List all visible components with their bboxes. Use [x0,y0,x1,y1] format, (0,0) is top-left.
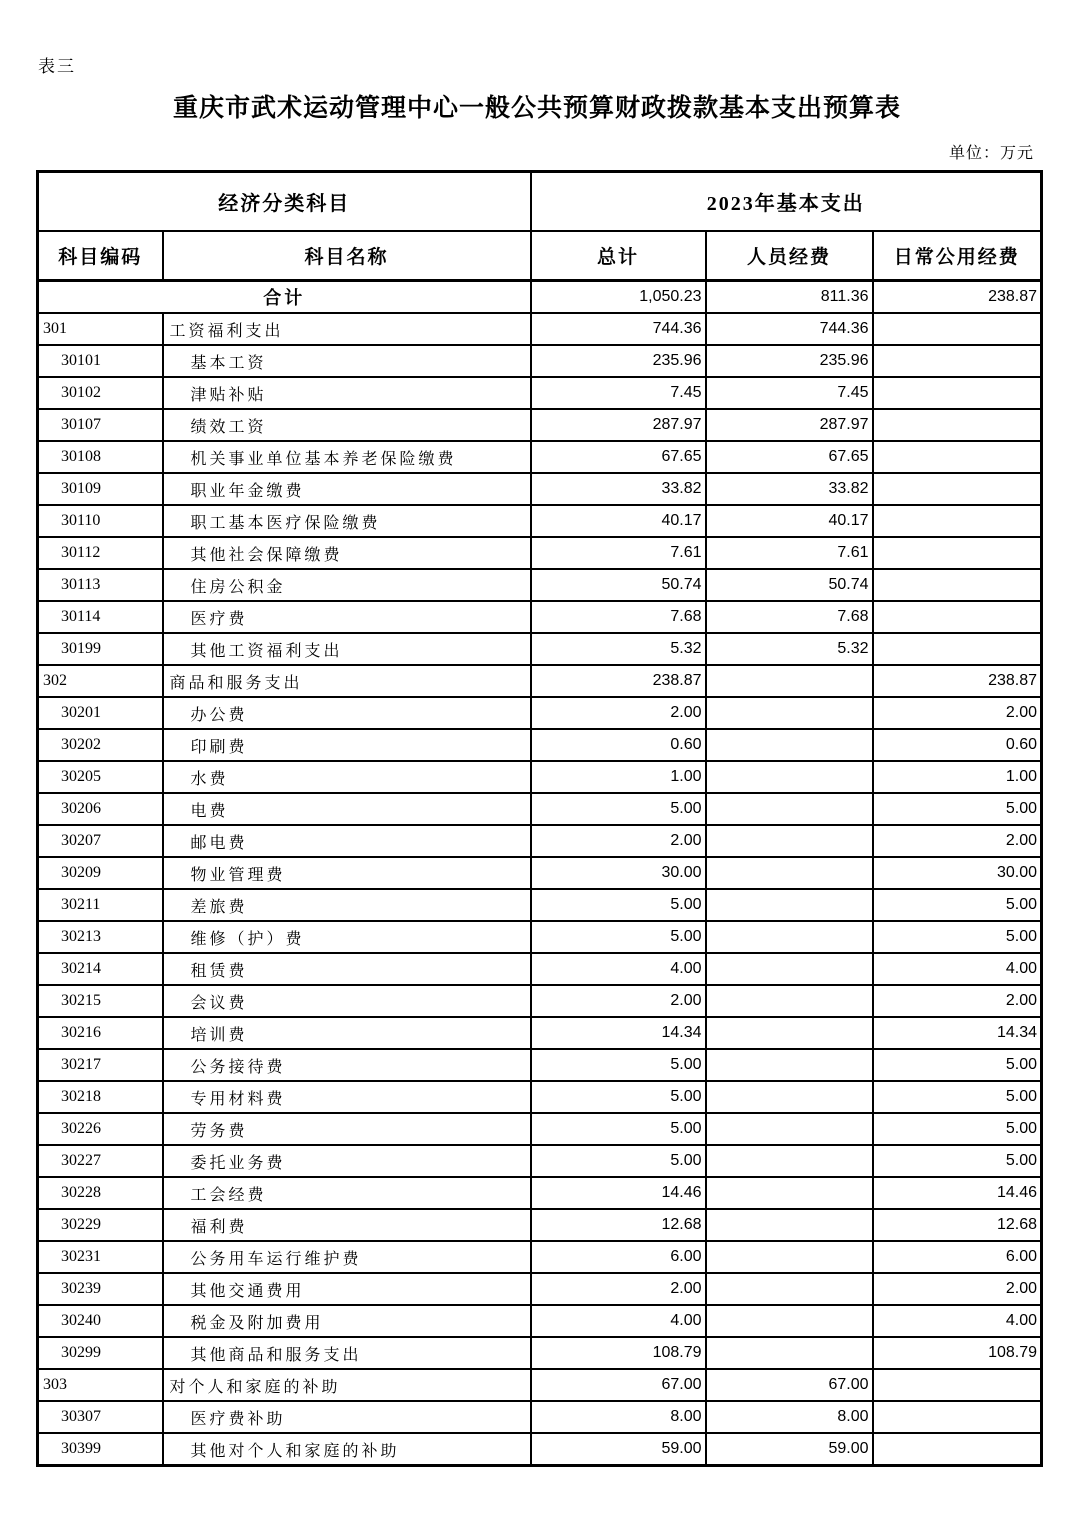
header-2023-basic-expenditure: 2023年基本支出 [531,172,1042,232]
table-row [38,505,1042,537]
table-row [38,409,1042,441]
subject-name-cell: 公务接待费 [163,1049,531,1081]
subject-name-cell: 工资福利支出 [163,313,531,345]
subject-code-cell: 30211 [38,889,163,921]
total-row-total: 1,050.23 [531,281,706,314]
subject-code-cell: 30114 [38,601,163,633]
daily-cell [873,1369,1042,1401]
table-row [38,1369,1042,1401]
table-row [38,1049,1042,1081]
total-cell: 12.68 [531,1209,706,1241]
daily-cell: 5.00 [873,1113,1042,1145]
subject-name-cell: 办公费 [163,697,531,729]
daily-cell: 12.68 [873,1209,1042,1241]
table-row [38,889,1042,921]
daily-cell: 0.60 [873,729,1042,761]
personnel-cell: 50.74 [706,569,873,601]
personnel-cell: 287.97 [706,409,873,441]
daily-cell: 5.00 [873,1081,1042,1113]
subject-name-cell: 津贴补贴 [163,377,531,409]
table-number-label: 表三 [38,57,76,76]
daily-cell: 4.00 [873,953,1042,985]
daily-cell: 2.00 [873,697,1042,729]
total-cell: 5.00 [531,889,706,921]
daily-cell [873,313,1042,345]
total-cell: 30.00 [531,857,706,889]
unit-note: 单位：万元 [948,145,1034,162]
total-cell: 7.61 [531,537,706,569]
personnel-cell [706,1337,873,1369]
total-cell: 5.00 [531,921,706,953]
daily-cell [873,505,1042,537]
personnel-cell [706,697,873,729]
table-row [38,1433,1042,1466]
subject-name-cell: 邮电费 [163,825,531,857]
header-column-row [38,231,1042,281]
total-cell: 50.74 [531,569,706,601]
total-cell: 108.79 [531,1337,706,1369]
subject-code-cell: 30214 [38,953,163,985]
total-cell: 2.00 [531,985,706,1017]
daily-cell [873,377,1042,409]
table-row [38,313,1042,345]
header-economic-classification: 经济分类科目 [38,172,531,232]
subject-code-cell: 30307 [38,1401,163,1433]
subject-name-cell: 机关事业单位基本养老保险缴费 [163,441,531,473]
table-row [38,921,1042,953]
daily-cell: 14.34 [873,1017,1042,1049]
personnel-cell: 40.17 [706,505,873,537]
subject-name-cell: 医疗费 [163,601,531,633]
table-row [38,761,1042,793]
total-cell: 5.00 [531,1113,706,1145]
subject-code-cell: 303 [38,1369,163,1401]
personnel-cell [706,921,873,953]
subject-name-cell: 商品和服务支出 [163,665,531,697]
subject-name-cell: 其他工资福利支出 [163,633,531,665]
col-header-subject-code: 科目编码 [38,231,163,281]
personnel-cell: 7.68 [706,601,873,633]
total-cell: 14.46 [531,1177,706,1209]
table-row [38,345,1042,377]
subject-name-cell: 差旅费 [163,889,531,921]
subject-name-cell: 培训费 [163,1017,531,1049]
subject-name-cell: 职业年金缴费 [163,473,531,505]
table-row [38,1401,1042,1433]
daily-cell: 5.00 [873,1145,1042,1177]
table-row [38,473,1042,505]
personnel-cell: 5.32 [706,633,873,665]
subject-code-cell: 30110 [38,505,163,537]
total-cell: 5.32 [531,633,706,665]
personnel-cell: 744.36 [706,313,873,345]
total-cell: 5.00 [531,793,706,825]
subject-name-cell: 对个人和家庭的补助 [163,1369,531,1401]
personnel-cell: 33.82 [706,473,873,505]
subject-code-cell: 30206 [38,793,163,825]
total-cell: 67.00 [531,1369,706,1401]
subject-name-cell: 其他社会保障缴费 [163,537,531,569]
personnel-cell [706,1017,873,1049]
subject-name-cell: 医疗费补助 [163,1401,531,1433]
total-cell: 7.45 [531,377,706,409]
personnel-cell [706,1305,873,1337]
subject-name-cell: 职工基本医疗保险缴费 [163,505,531,537]
personnel-cell: 7.61 [706,537,873,569]
subject-name-cell: 水费 [163,761,531,793]
total-cell: 235.96 [531,345,706,377]
daily-cell: 4.00 [873,1305,1042,1337]
daily-cell [873,409,1042,441]
total-cell: 744.36 [531,313,706,345]
daily-cell: 5.00 [873,889,1042,921]
daily-cell: 14.46 [873,1177,1042,1209]
total-cell: 33.82 [531,473,706,505]
personnel-cell [706,793,873,825]
subject-name-cell: 其他交通费用 [163,1273,531,1305]
table-row [38,1081,1042,1113]
subject-name-cell: 维修（护）费 [163,921,531,953]
subject-code-cell: 30299 [38,1337,163,1369]
subject-name-cell: 税金及附加费用 [163,1305,531,1337]
daily-cell: 2.00 [873,825,1042,857]
subject-name-cell: 电费 [163,793,531,825]
subject-code-cell: 30102 [38,377,163,409]
daily-cell: 5.00 [873,793,1042,825]
subject-code-cell: 30207 [38,825,163,857]
personnel-cell: 235.96 [706,345,873,377]
subject-code-cell: 30239 [38,1273,163,1305]
daily-cell [873,1433,1042,1466]
subject-code-cell: 30108 [38,441,163,473]
personnel-cell [706,985,873,1017]
personnel-cell [706,1241,873,1273]
total-cell: 8.00 [531,1401,706,1433]
total-cell: 0.60 [531,729,706,761]
personnel-cell: 8.00 [706,1401,873,1433]
total-cell: 40.17 [531,505,706,537]
table-row [38,1209,1042,1241]
subject-name-cell: 劳务费 [163,1113,531,1145]
total-cell: 4.00 [531,953,706,985]
total-cell: 5.00 [531,1145,706,1177]
subject-name-cell: 物业管理费 [163,857,531,889]
daily-cell: 1.00 [873,761,1042,793]
table-row [38,825,1042,857]
table-row [38,633,1042,665]
table-row [38,601,1042,633]
col-header-total: 总计 [531,231,706,281]
total-cell: 2.00 [531,1273,706,1305]
personnel-cell: 67.65 [706,441,873,473]
personnel-cell: 67.00 [706,1369,873,1401]
daily-cell [873,633,1042,665]
personnel-cell [706,665,873,697]
personnel-cell [706,857,873,889]
total-cell: 238.87 [531,665,706,697]
total-cell: 1.00 [531,761,706,793]
daily-cell [873,1401,1042,1433]
subject-name-cell: 住房公积金 [163,569,531,601]
subject-name-cell: 专用材料费 [163,1081,531,1113]
total-row [38,281,1042,314]
personnel-cell [706,825,873,857]
subject-name-cell: 基本工资 [163,345,531,377]
subject-code-cell: 30199 [38,633,163,665]
daily-cell: 5.00 [873,921,1042,953]
col-header-subject-name: 科目名称 [163,231,531,281]
subject-code-cell: 30216 [38,1017,163,1049]
daily-cell [873,569,1042,601]
subject-code-cell: 30399 [38,1433,163,1466]
subject-name-cell: 福利费 [163,1209,531,1241]
daily-cell: 238.87 [873,665,1042,697]
subject-code-cell: 30205 [38,761,163,793]
personnel-cell [706,1145,873,1177]
personnel-cell [706,1113,873,1145]
subject-code-cell: 30112 [38,537,163,569]
subject-code-cell: 30217 [38,1049,163,1081]
subject-name-cell: 委托业务费 [163,1145,531,1177]
subject-name-cell: 绩效工资 [163,409,531,441]
header-group-row [38,172,1042,232]
subject-code-cell: 30101 [38,345,163,377]
personnel-cell: 7.45 [706,377,873,409]
subject-code-cell: 30218 [38,1081,163,1113]
daily-cell: 2.00 [873,1273,1042,1305]
table-row [38,985,1042,1017]
daily-cell: 30.00 [873,857,1042,889]
total-row-personnel: 811.36 [706,281,873,314]
table-row [38,793,1042,825]
total-row-label: 合计 [38,281,531,314]
daily-cell: 5.00 [873,1049,1042,1081]
table-row [38,729,1042,761]
personnel-cell [706,761,873,793]
table-row [38,1145,1042,1177]
subject-name-cell: 工会经费 [163,1177,531,1209]
subject-code-cell: 30231 [38,1241,163,1273]
col-header-daily-public-funds: 日常公用经费 [873,231,1042,281]
personnel-cell: 59.00 [706,1433,873,1466]
subject-name-cell: 其他商品和服务支出 [163,1337,531,1369]
table-row [38,1241,1042,1273]
table-row [38,569,1042,601]
budget-table [36,170,1043,1467]
personnel-cell [706,1177,873,1209]
subject-name-cell: 公务用车运行维护费 [163,1241,531,1273]
table-row [38,665,1042,697]
personnel-cell [706,889,873,921]
daily-cell [873,601,1042,633]
daily-cell: 108.79 [873,1337,1042,1369]
subject-code-cell: 30209 [38,857,163,889]
table-row [38,1177,1042,1209]
subject-code-cell: 30215 [38,985,163,1017]
total-cell: 6.00 [531,1241,706,1273]
daily-cell: 6.00 [873,1241,1042,1273]
subject-name-cell: 印刷费 [163,729,531,761]
subject-code-cell: 301 [38,313,163,345]
subject-code-cell: 302 [38,665,163,697]
subject-name-cell: 会议费 [163,985,531,1017]
personnel-cell [706,1049,873,1081]
total-cell: 4.00 [531,1305,706,1337]
total-cell: 67.65 [531,441,706,473]
subject-name-cell: 其他对个人和家庭的补助 [163,1433,531,1466]
total-cell: 2.00 [531,697,706,729]
total-row-daily: 238.87 [873,281,1042,314]
personnel-cell [706,1209,873,1241]
table-row [38,953,1042,985]
total-cell: 14.34 [531,1017,706,1049]
subject-code-cell: 30226 [38,1113,163,1145]
total-cell: 287.97 [531,409,706,441]
subject-code-cell: 30213 [38,921,163,953]
table-row [38,857,1042,889]
table-row [38,1017,1042,1049]
personnel-cell [706,953,873,985]
subject-code-cell: 30201 [38,697,163,729]
total-cell: 5.00 [531,1049,706,1081]
table-row [38,1273,1042,1305]
table-row [38,1337,1042,1369]
daily-cell: 2.00 [873,985,1042,1017]
table-row [38,537,1042,569]
daily-cell [873,345,1042,377]
personnel-cell [706,1273,873,1305]
subject-code-cell: 30202 [38,729,163,761]
total-cell: 5.00 [531,1081,706,1113]
personnel-cell [706,1081,873,1113]
table-row [38,1113,1042,1145]
total-cell: 2.00 [531,825,706,857]
total-cell: 7.68 [531,601,706,633]
personnel-cell [706,729,873,761]
subject-code-cell: 30228 [38,1177,163,1209]
subject-code-cell: 30113 [38,569,163,601]
table-row [38,697,1042,729]
table-row [38,377,1042,409]
daily-cell [873,473,1042,505]
subject-code-cell: 30227 [38,1145,163,1177]
col-header-personnel-funds: 人员经费 [706,231,873,281]
daily-cell [873,537,1042,569]
table-row [38,1305,1042,1337]
subject-code-cell: 30229 [38,1209,163,1241]
subject-code-cell: 30240 [38,1305,163,1337]
subject-code-cell: 30109 [38,473,163,505]
subject-code-cell: 30107 [38,409,163,441]
total-cell: 59.00 [531,1433,706,1466]
table-row [38,441,1042,473]
page-title: 重庆市武术运动管理中心一般公共预算财政拨款基本支出预算表 [172,95,901,122]
subject-name-cell: 租赁费 [163,953,531,985]
daily-cell [873,441,1042,473]
